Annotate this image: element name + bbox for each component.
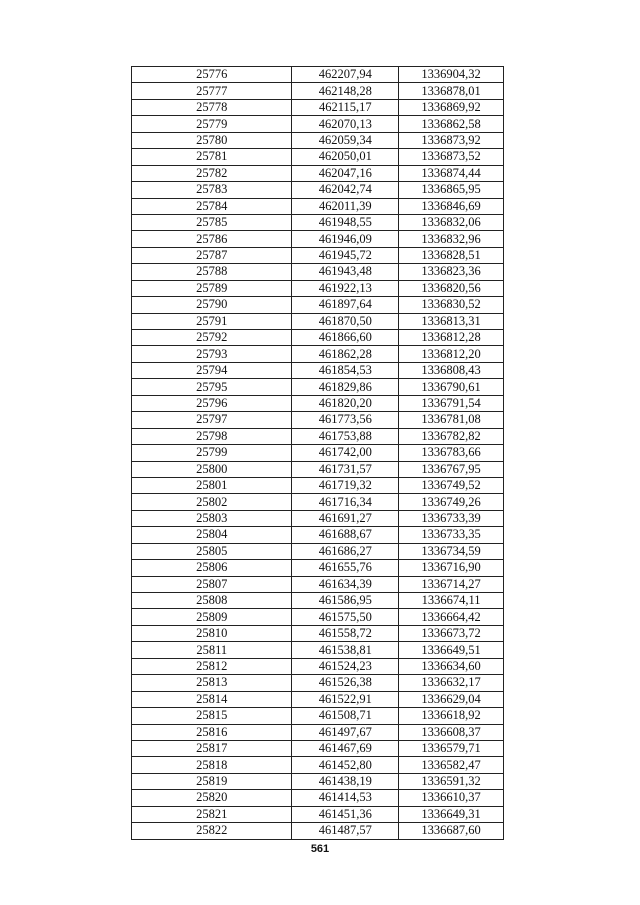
x-coordinate-cell: 461870,50 (292, 313, 399, 329)
table-row (132, 330, 504, 346)
x-coordinate-cell: 461945,72 (292, 247, 399, 263)
point-id-cell: 25806 (132, 560, 292, 576)
table-row (132, 132, 504, 148)
table-row (132, 560, 504, 576)
point-id-cell: 25794 (132, 362, 292, 378)
table-row (132, 477, 504, 493)
x-coordinate-cell: 462059,34 (292, 132, 399, 148)
table-row (132, 790, 504, 806)
x-coordinate-cell: 461575,50 (292, 609, 399, 625)
y-coordinate-cell: 1336873,92 (399, 132, 504, 148)
table-row (132, 724, 504, 740)
table-row (132, 593, 504, 609)
y-coordinate-cell: 1336634,60 (399, 658, 504, 674)
point-id-cell: 25777 (132, 83, 292, 99)
table-row (132, 740, 504, 756)
x-coordinate-cell: 461897,64 (292, 297, 399, 313)
point-id-cell: 25780 (132, 132, 292, 148)
x-coordinate-cell: 462148,28 (292, 83, 399, 99)
x-coordinate-cell: 461854,53 (292, 362, 399, 378)
y-coordinate-cell: 1336828,51 (399, 247, 504, 263)
x-coordinate-cell: 461820,20 (292, 395, 399, 411)
point-id-cell: 25805 (132, 543, 292, 559)
y-coordinate-cell: 1336812,20 (399, 346, 504, 362)
x-coordinate-cell: 461526,38 (292, 675, 399, 691)
page-number: 561 (310, 843, 330, 855)
x-coordinate-cell: 462011,39 (292, 198, 399, 214)
x-coordinate-cell: 461451,36 (292, 806, 399, 822)
x-coordinate-cell: 461414,53 (292, 790, 399, 806)
table-row (132, 313, 504, 329)
point-id-cell: 25821 (132, 806, 292, 822)
x-coordinate-cell: 461866,60 (292, 330, 399, 346)
table-row (132, 149, 504, 165)
x-coordinate-cell: 461688,67 (292, 527, 399, 543)
y-coordinate-cell: 1336790,61 (399, 379, 504, 395)
x-coordinate-cell: 461524,23 (292, 658, 399, 674)
x-coordinate-cell: 461497,67 (292, 724, 399, 740)
x-coordinate-cell: 461558,72 (292, 625, 399, 641)
table-row (132, 823, 504, 839)
table-row (132, 691, 504, 707)
table-row (132, 658, 504, 674)
table-row (132, 428, 504, 444)
table-row (132, 297, 504, 313)
y-coordinate-cell: 1336579,71 (399, 740, 504, 756)
x-coordinate-cell: 461943,48 (292, 264, 399, 280)
x-coordinate-cell: 461691,27 (292, 510, 399, 526)
y-coordinate-cell: 1336846,69 (399, 198, 504, 214)
y-coordinate-cell: 1336865,95 (399, 182, 504, 198)
y-coordinate-cell: 1336862,58 (399, 116, 504, 132)
y-coordinate-cell: 1336714,27 (399, 576, 504, 592)
point-id-cell: 25799 (132, 445, 292, 461)
y-coordinate-cell: 1336869,92 (399, 99, 504, 115)
point-id-cell: 25803 (132, 510, 292, 526)
table-row (132, 99, 504, 115)
point-id-cell: 25797 (132, 412, 292, 428)
point-id-cell: 25804 (132, 527, 292, 543)
table-row (132, 625, 504, 641)
point-id-cell: 25816 (132, 724, 292, 740)
point-id-cell: 25793 (132, 346, 292, 362)
x-coordinate-cell: 461634,39 (292, 576, 399, 592)
point-id-cell: 25786 (132, 231, 292, 247)
y-coordinate-cell: 1336582,47 (399, 757, 504, 773)
table-row (132, 116, 504, 132)
coordinates-table-body (132, 67, 504, 840)
y-coordinate-cell: 1336649,31 (399, 806, 504, 822)
table-row (132, 675, 504, 691)
point-id-cell: 25798 (132, 428, 292, 444)
table-row (132, 806, 504, 822)
table-row (132, 445, 504, 461)
table-row (132, 757, 504, 773)
point-id-cell: 25782 (132, 165, 292, 181)
y-coordinate-cell: 1336904,32 (399, 67, 504, 83)
y-coordinate-cell: 1336608,37 (399, 724, 504, 740)
point-id-cell: 25776 (132, 67, 292, 83)
x-coordinate-cell: 461862,28 (292, 346, 399, 362)
table-row (132, 412, 504, 428)
point-id-cell: 25817 (132, 740, 292, 756)
y-coordinate-cell: 1336632,17 (399, 675, 504, 691)
x-coordinate-cell: 461773,56 (292, 412, 399, 428)
point-id-cell: 25781 (132, 149, 292, 165)
x-coordinate-cell: 461467,69 (292, 740, 399, 756)
point-id-cell: 25818 (132, 757, 292, 773)
table-row (132, 543, 504, 559)
y-coordinate-cell: 1336749,26 (399, 494, 504, 510)
point-id-cell: 25815 (132, 708, 292, 724)
table-row (132, 609, 504, 625)
table-row (132, 576, 504, 592)
y-coordinate-cell: 1336812,28 (399, 330, 504, 346)
point-id-cell: 25778 (132, 99, 292, 115)
y-coordinate-cell: 1336813,31 (399, 313, 504, 329)
y-coordinate-cell: 1336591,32 (399, 773, 504, 789)
x-coordinate-cell: 462050,01 (292, 149, 399, 165)
point-id-cell: 25791 (132, 313, 292, 329)
y-coordinate-cell: 1336687,60 (399, 823, 504, 839)
point-id-cell: 25802 (132, 494, 292, 510)
table-row (132, 214, 504, 230)
point-id-cell: 25819 (132, 773, 292, 789)
point-id-cell: 25788 (132, 264, 292, 280)
y-coordinate-cell: 1336873,52 (399, 149, 504, 165)
point-id-cell: 25809 (132, 609, 292, 625)
point-id-cell: 25787 (132, 247, 292, 263)
y-coordinate-cell: 1336808,43 (399, 362, 504, 378)
y-coordinate-cell: 1336823,36 (399, 264, 504, 280)
y-coordinate-cell: 1336649,51 (399, 642, 504, 658)
x-coordinate-cell: 461731,57 (292, 461, 399, 477)
point-id-cell: 25790 (132, 297, 292, 313)
point-id-cell: 25811 (132, 642, 292, 658)
point-id-cell: 25812 (132, 658, 292, 674)
table-row (132, 773, 504, 789)
y-coordinate-cell: 1336820,56 (399, 280, 504, 296)
point-id-cell: 25783 (132, 182, 292, 198)
point-id-cell: 25792 (132, 330, 292, 346)
table-row (132, 83, 504, 99)
point-id-cell: 25807 (132, 576, 292, 592)
table-row (132, 198, 504, 214)
x-coordinate-cell: 461438,19 (292, 773, 399, 789)
x-coordinate-cell: 462047,16 (292, 165, 399, 181)
table-row (132, 67, 504, 83)
point-id-cell: 25814 (132, 691, 292, 707)
table-row (132, 708, 504, 724)
table-row (132, 231, 504, 247)
y-coordinate-cell: 1336832,06 (399, 214, 504, 230)
coordinates-table (131, 66, 504, 840)
y-coordinate-cell: 1336733,39 (399, 510, 504, 526)
x-coordinate-cell: 462042,74 (292, 182, 399, 198)
y-coordinate-cell: 1336674,11 (399, 593, 504, 609)
x-coordinate-cell: 462070,13 (292, 116, 399, 132)
x-coordinate-cell: 461655,76 (292, 560, 399, 576)
x-coordinate-cell: 461719,32 (292, 477, 399, 493)
y-coordinate-cell: 1336749,52 (399, 477, 504, 493)
y-coordinate-cell: 1336618,92 (399, 708, 504, 724)
x-coordinate-cell: 462207,94 (292, 67, 399, 83)
table-row (132, 527, 504, 543)
point-id-cell: 25784 (132, 198, 292, 214)
table-row (132, 264, 504, 280)
y-coordinate-cell: 1336874,44 (399, 165, 504, 181)
x-coordinate-cell: 461829,86 (292, 379, 399, 395)
y-coordinate-cell: 1336781,08 (399, 412, 504, 428)
table-row (132, 182, 504, 198)
y-coordinate-cell: 1336733,35 (399, 527, 504, 543)
table-row (132, 642, 504, 658)
point-id-cell: 25813 (132, 675, 292, 691)
x-coordinate-cell: 461716,34 (292, 494, 399, 510)
table-row (132, 247, 504, 263)
x-coordinate-cell: 461946,09 (292, 231, 399, 247)
x-coordinate-cell: 461538,81 (292, 642, 399, 658)
table-row (132, 362, 504, 378)
y-coordinate-cell: 1336716,90 (399, 560, 504, 576)
x-coordinate-cell: 461487,57 (292, 823, 399, 839)
point-id-cell: 25796 (132, 395, 292, 411)
table-row (132, 280, 504, 296)
table-row (132, 346, 504, 362)
x-coordinate-cell: 461586,95 (292, 593, 399, 609)
y-coordinate-cell: 1336734,59 (399, 543, 504, 559)
y-coordinate-cell: 1336830,52 (399, 297, 504, 313)
point-id-cell: 25810 (132, 625, 292, 641)
y-coordinate-cell: 1336673,72 (399, 625, 504, 641)
table-row (132, 165, 504, 181)
y-coordinate-cell: 1336782,82 (399, 428, 504, 444)
point-id-cell: 25785 (132, 214, 292, 230)
table-row (132, 510, 504, 526)
point-id-cell: 25808 (132, 593, 292, 609)
point-id-cell: 25801 (132, 477, 292, 493)
x-coordinate-cell: 461452,80 (292, 757, 399, 773)
y-coordinate-cell: 1336610,37 (399, 790, 504, 806)
point-id-cell: 25800 (132, 461, 292, 477)
point-id-cell: 25822 (132, 823, 292, 839)
x-coordinate-cell: 461742,00 (292, 445, 399, 461)
table-row (132, 379, 504, 395)
x-coordinate-cell: 461753,88 (292, 428, 399, 444)
point-id-cell: 25789 (132, 280, 292, 296)
y-coordinate-cell: 1336832,96 (399, 231, 504, 247)
y-coordinate-cell: 1336783,66 (399, 445, 504, 461)
x-coordinate-cell: 461686,27 (292, 543, 399, 559)
point-id-cell: 25820 (132, 790, 292, 806)
table-row (132, 494, 504, 510)
point-id-cell: 25779 (132, 116, 292, 132)
x-coordinate-cell: 461508,71 (292, 708, 399, 724)
point-id-cell: 25795 (132, 379, 292, 395)
x-coordinate-cell: 461522,91 (292, 691, 399, 707)
x-coordinate-cell: 461922,13 (292, 280, 399, 296)
table-row (132, 395, 504, 411)
y-coordinate-cell: 1336664,42 (399, 609, 504, 625)
y-coordinate-cell: 1336767,95 (399, 461, 504, 477)
x-coordinate-cell: 461948,55 (292, 214, 399, 230)
table-row (132, 461, 504, 477)
y-coordinate-cell: 1336629,04 (399, 691, 504, 707)
y-coordinate-cell: 1336878,01 (399, 83, 504, 99)
y-coordinate-cell: 1336791,54 (399, 395, 504, 411)
x-coordinate-cell: 462115,17 (292, 99, 399, 115)
